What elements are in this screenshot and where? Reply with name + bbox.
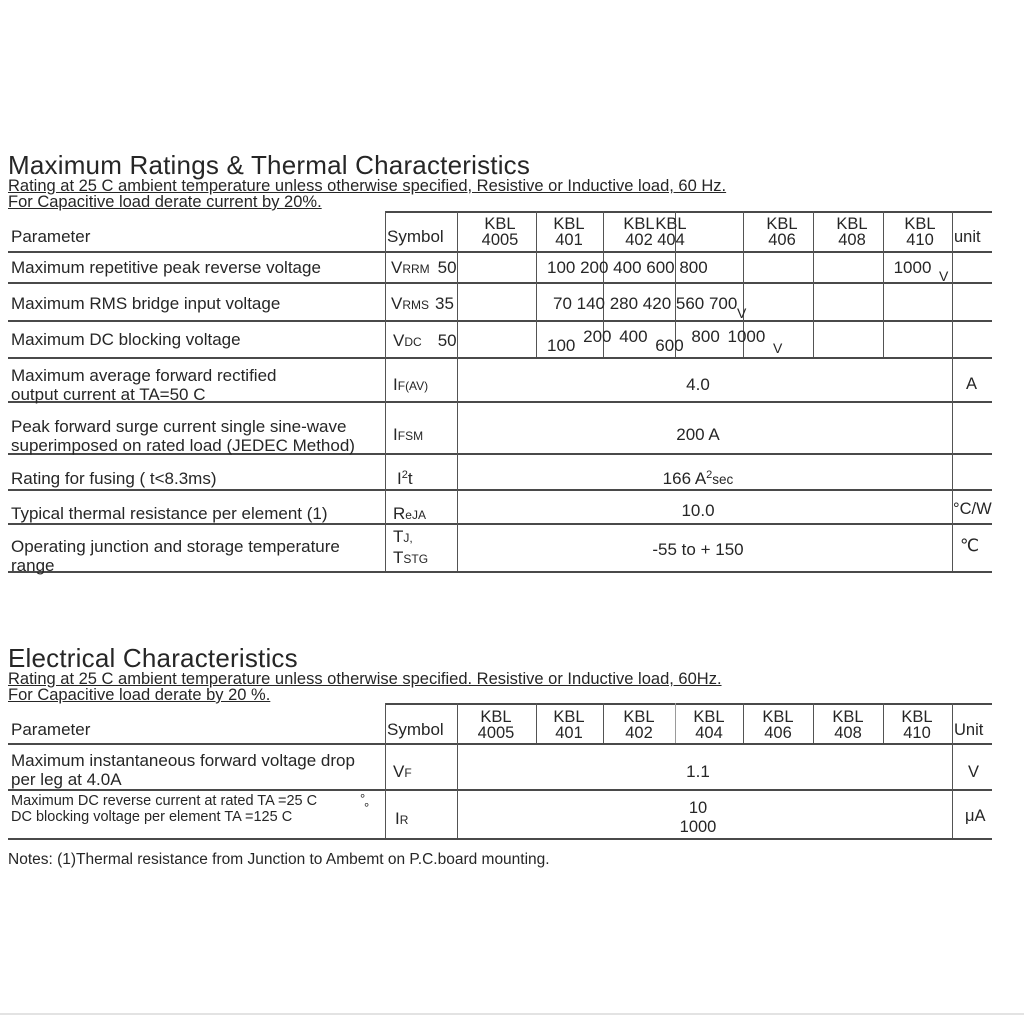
table-line	[385, 703, 992, 705]
t2-r1-value: 1.1	[686, 762, 710, 781]
model-line2: 404	[695, 724, 723, 742]
t1-r1-unit: V	[939, 268, 949, 284]
model-line1: KBL	[766, 215, 798, 233]
model-line1: KBL	[904, 215, 936, 233]
t1-r1-symbol	[391, 258, 457, 278]
param-line1: Maximum instantaneous forward voltage drop	[11, 751, 355, 770]
t2-col-kbl401	[535, 709, 603, 741]
symbol-text: VDC	[393, 331, 422, 350]
table-line	[385, 703, 386, 838]
max-ratings-table	[8, 211, 992, 575]
t1-r3-values: 100 200 400 600 800 1000 $_V$	[547, 327, 783, 356]
param-line1: Maximum DC reverse current at rated TA =25 C	[11, 793, 318, 809]
table-line	[8, 789, 992, 791]
param-line2: output current at TA=50 C	[11, 385, 206, 404]
t2-r1-unit: V	[968, 763, 980, 781]
param-line1: Operating junction and storage temperature	[11, 537, 340, 556]
t1-r1-parameter: Maximum repetitive peak reverse voltage	[11, 258, 321, 277]
t1-r2-value-4005: 35	[435, 294, 454, 313]
t2-col-kbl406	[744, 709, 812, 741]
table-line	[385, 211, 992, 213]
t2-unit-header: Unit	[954, 721, 984, 739]
electrical-characteristics-table	[8, 703, 992, 838]
model-line2: 402	[625, 724, 653, 742]
param-line2: DC blocking voltage per element TA =125 C	[11, 809, 293, 825]
t1-r5-parameter	[11, 417, 355, 455]
t2-r2-degree-mark-2: °	[364, 800, 370, 815]
notes-text: Notes: (1)Thermal resistance from Junction to Ambemt on P.C.board mounting.	[8, 851, 550, 868]
section2-title: Electrical Characteristics	[8, 643, 298, 673]
t2-col-kbl408	[814, 709, 882, 741]
model-line1: KBL	[693, 708, 725, 726]
model-line2: 401	[555, 724, 583, 742]
model-line2: 404	[657, 231, 685, 249]
table-line	[952, 703, 953, 838]
t1-col-kbl404	[637, 216, 705, 248]
table-line	[8, 282, 992, 284]
model-line1: KBL	[480, 708, 512, 726]
page-bottom-edge	[0, 1013, 1024, 1015]
model-line2: 4005	[477, 724, 515, 742]
t1-r3-value-4005: 50	[437, 331, 457, 350]
section1-title: Maximum Ratings & Thermal Characteristics	[8, 150, 531, 180]
model-line1: KBL	[832, 708, 864, 726]
model-line1: KBL	[623, 708, 655, 726]
t1-r2-unit: V	[737, 305, 747, 321]
table-line	[8, 320, 992, 322]
t2-col-kbl410	[883, 709, 951, 741]
model-line1: KBL	[553, 708, 585, 726]
model-line1: KBL	[655, 215, 687, 233]
t1-r1-values: 100 200 400 600 800	[547, 258, 708, 277]
t1-r8-symbol	[393, 527, 428, 569]
t1-col-kbl408	[818, 216, 886, 248]
model-line2: 408	[834, 724, 862, 742]
t1-r1-value-410: 1000	[893, 258, 932, 277]
t1-unit-header: unit	[954, 228, 981, 246]
model-line2: 401	[555, 231, 583, 249]
t1-col-kbl406	[748, 216, 816, 248]
value-line2: 1000	[679, 818, 717, 836]
t2-r2-degree-mark-1: °	[360, 791, 366, 806]
t1-r4-parameter	[11, 366, 276, 404]
t2-r1-parameter	[11, 751, 355, 789]
model-line1: KBL	[901, 708, 933, 726]
t1-parameter-header: Parameter	[11, 227, 91, 246]
section2-subtitle-1: Rating at 25 C ambient temperature unless otherwise specified. Resistive or Inductive load, 60Hz.	[8, 670, 722, 688]
model-line2: 4005	[481, 231, 519, 249]
t1-r7-parameter: Typical thermal resistance per element (1)	[11, 504, 328, 523]
t1-r5-symbol: IFSM	[393, 425, 424, 444]
symbol-line1: TJ,	[393, 527, 413, 546]
t1-r4-value: 4.0	[686, 375, 710, 394]
model-line1: KBL	[553, 215, 585, 233]
model-line2: 406	[768, 231, 796, 249]
t2-r2-symbol: IR	[395, 809, 409, 828]
model-line2: 402	[625, 231, 653, 249]
t1-r7-symbol: ReJA	[393, 504, 426, 523]
t1-r2-parameter: Maximum RMS bridge input voltage	[11, 294, 281, 313]
section2-subtitle-2: For Capacitive load derate by 20 %.	[8, 686, 271, 704]
param-line2: superimposed on rated load (JEDEC Method)	[11, 436, 355, 455]
t1-r6-value: 166 $A^2\sec$	[662, 469, 734, 488]
t2-col-kbl404	[675, 709, 743, 741]
model-line2: 408	[838, 231, 866, 249]
model-line1: KBL	[484, 215, 516, 233]
t2-r2-value	[448, 799, 948, 837]
param-line1: Maximum average forward rectified	[11, 366, 277, 385]
t1-col-kbl4005	[466, 216, 534, 248]
t2-parameter-header: Parameter	[11, 720, 91, 739]
model-line2: 406	[764, 724, 792, 742]
t2-col-kbl4005	[462, 709, 530, 741]
t1-r8-unit: ℃	[960, 536, 980, 555]
table-line	[8, 838, 992, 840]
t1-r6-parameter: Rating for fusing ( t<8.3ms)	[11, 469, 217, 488]
t2-r1-symbol: VF	[393, 762, 412, 781]
param-line1: Peak forward surge current single sine-wave	[11, 417, 347, 436]
section1-subtitle-2: For Capacitive load derate current by 20%.	[8, 193, 322, 211]
table-line	[8, 357, 992, 359]
model-line1: KBL	[836, 215, 868, 233]
t1-r2-values: 70 140 280 420 560 700	[553, 294, 738, 313]
symbol-text: VRMS	[391, 294, 430, 313]
table-line	[8, 489, 992, 491]
table-line	[8, 743, 992, 745]
table-line	[385, 211, 386, 571]
t1-symbol-header: Symbol	[387, 227, 444, 246]
t1-r8-value: -55 to + 150	[652, 540, 744, 559]
table-line	[8, 251, 992, 253]
t1-r7-unit: °C/W	[953, 500, 992, 518]
t2-r2-unit: μA	[965, 807, 986, 825]
symbol-text: VRRM	[391, 258, 430, 277]
t1-r2-symbol	[391, 294, 454, 314]
t2-r2-parameter	[11, 793, 317, 825]
t1-r5-value: 200 A	[676, 425, 720, 444]
t1-r3-symbol	[393, 331, 457, 351]
t1-r6-symbol: $I^2t$	[397, 469, 413, 488]
t1-r7-value: 10.0	[681, 501, 715, 520]
t1-r4-unit: A	[966, 375, 978, 393]
param-line2: range	[11, 556, 55, 575]
model-line2: 410	[906, 231, 934, 249]
t1-r8-parameter	[11, 537, 340, 575]
model-line2: 410	[903, 724, 931, 742]
t2-symbol-header: Symbol	[387, 720, 444, 739]
model-line1: KBL	[623, 215, 655, 233]
t2-col-kbl402	[605, 709, 673, 741]
symbol-line2: TSTG	[393, 548, 429, 567]
value-line1: 10	[688, 799, 708, 817]
t1-col-kbl401	[535, 216, 603, 248]
model-line1: KBL	[762, 708, 794, 726]
param-line2: per leg at 4.0A	[11, 770, 122, 789]
t1-r1-value-4005: 50	[437, 258, 457, 277]
t1-r3-parameter: Maximum DC blocking voltage	[11, 330, 241, 349]
t1-col-kbl410	[886, 216, 954, 248]
t1-r4-symbol: IF(AV)	[393, 375, 429, 394]
section1-subtitle-1: Rating at 25 C ambient temperature unless otherwise specified, Resistive or Inductive load, 60 Hz.	[8, 177, 727, 195]
table-line	[603, 703, 604, 743]
